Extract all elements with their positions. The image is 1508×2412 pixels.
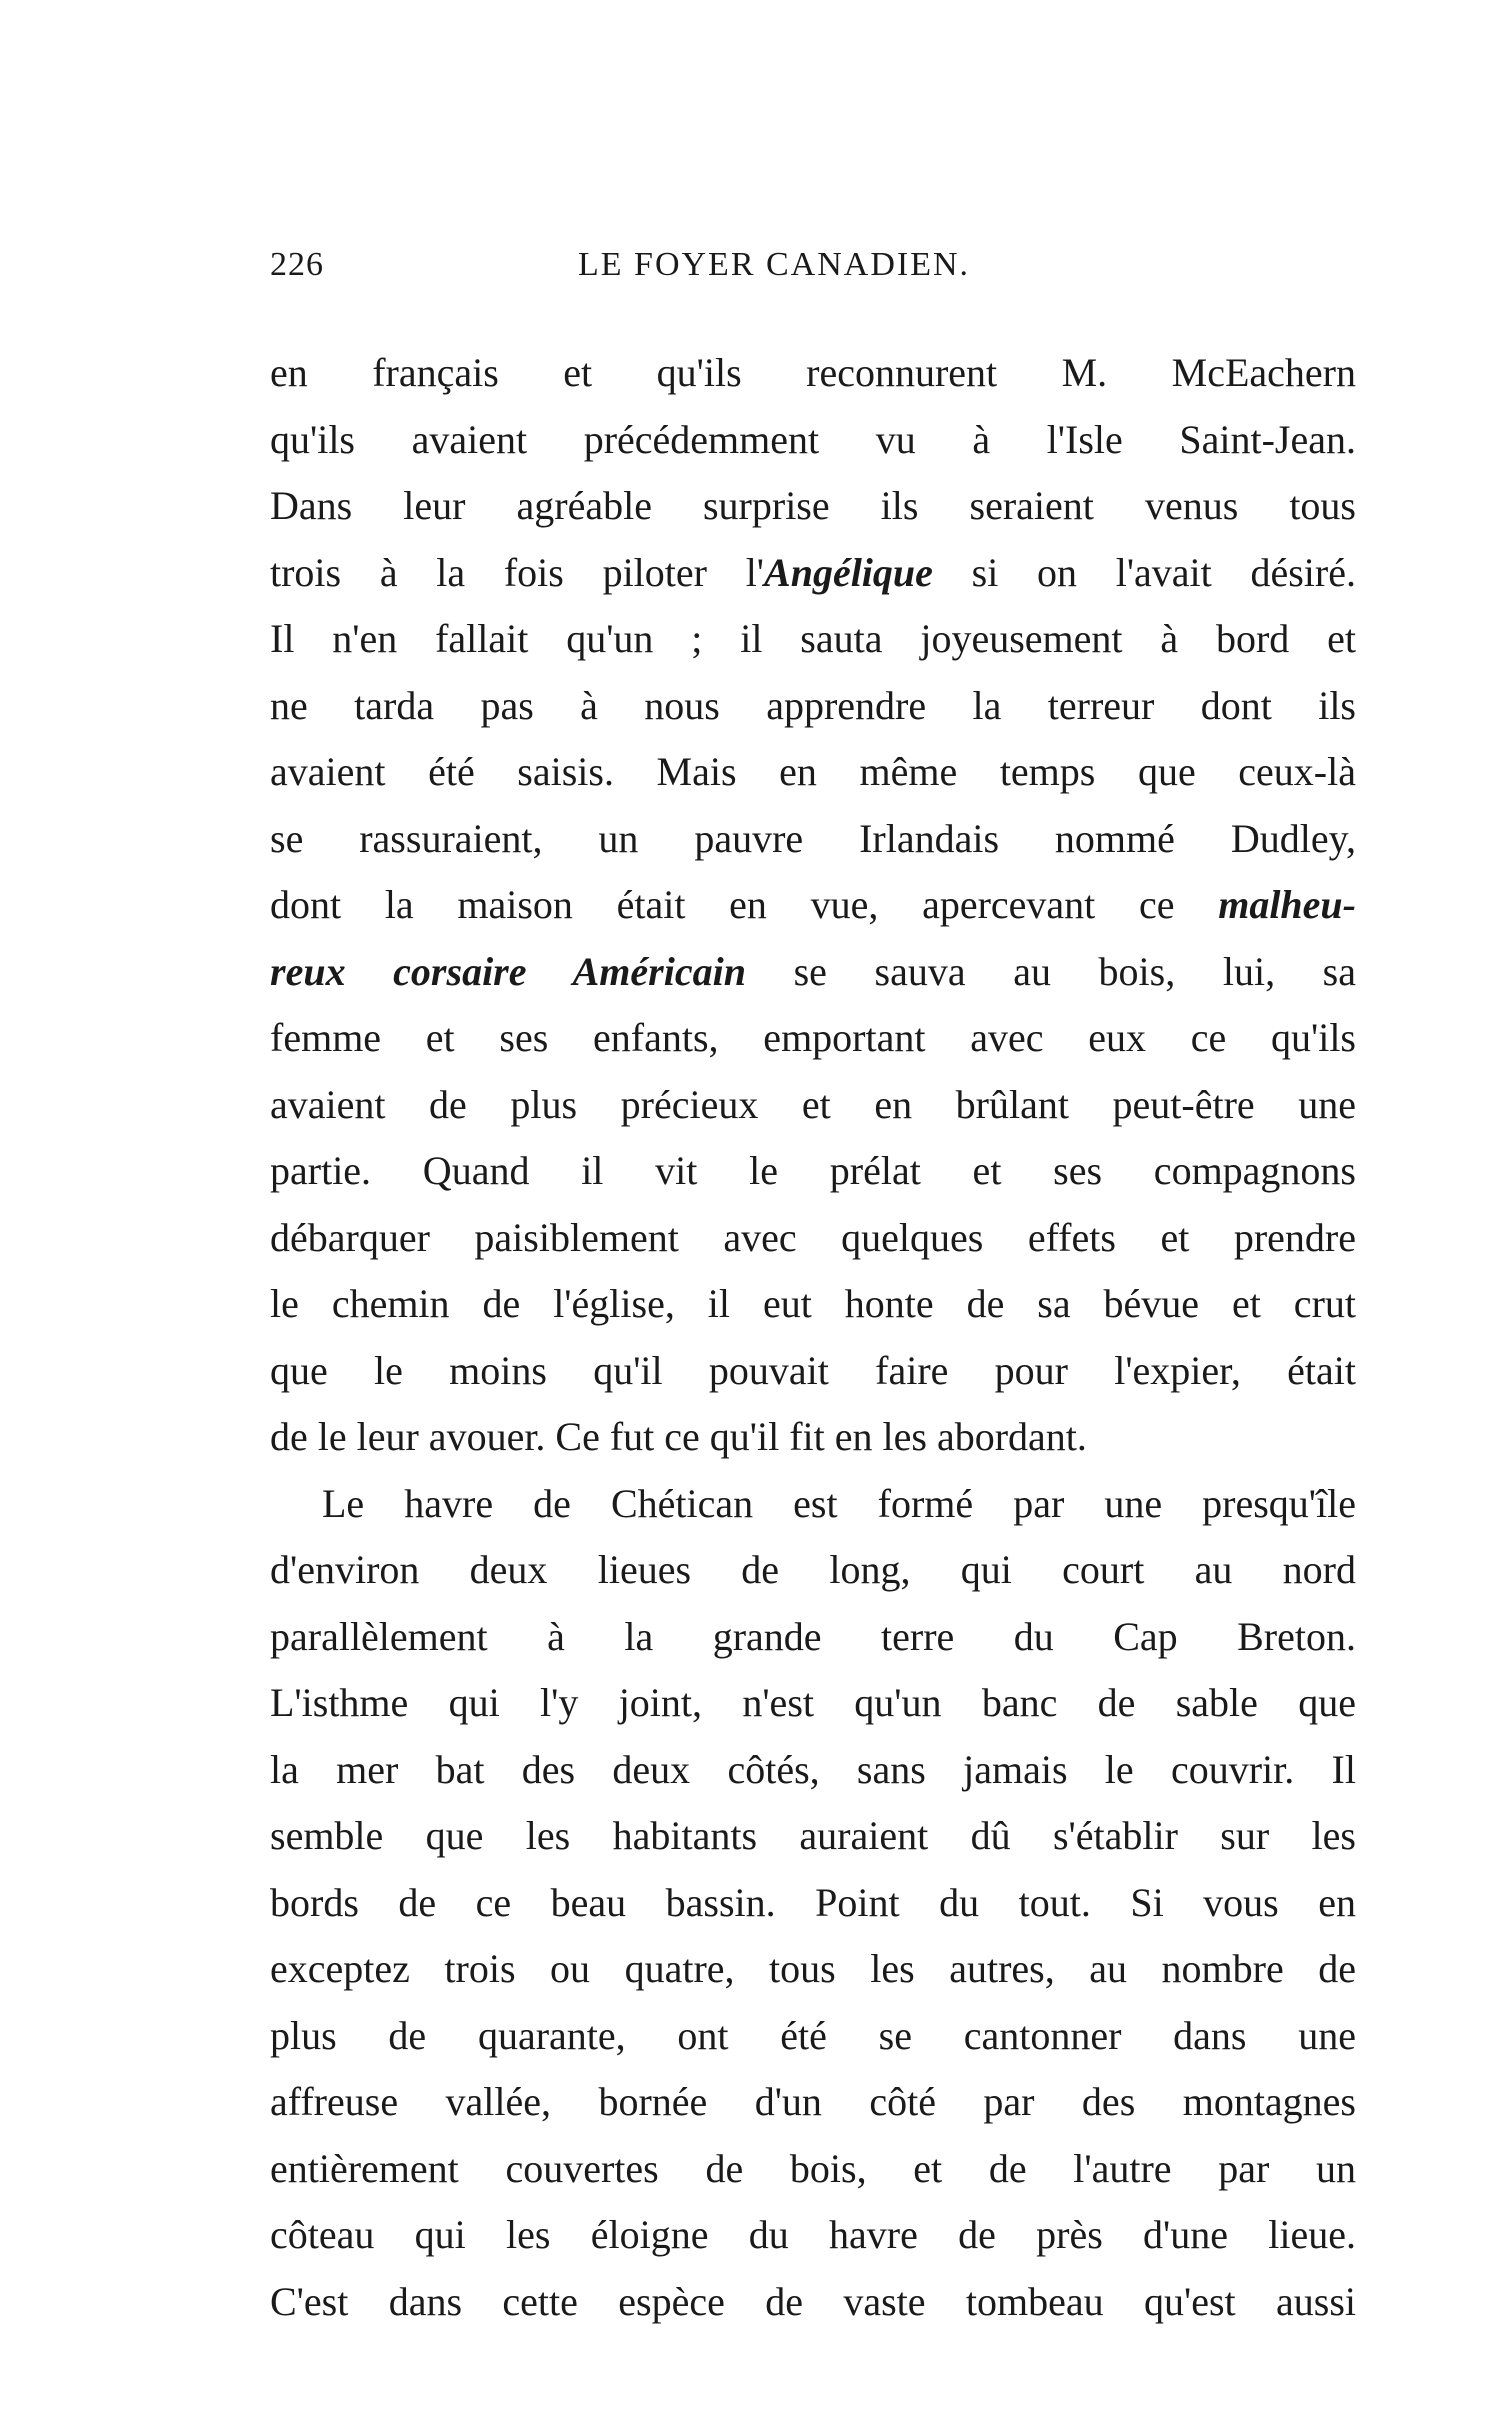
- text-line: avaient été saisis. Mais en même temps que ceux-là: [270, 749, 1356, 794]
- text-line: L'isthme qui l'y joint, n'est qu'un banc de sable que: [270, 1680, 1356, 1725]
- text-line: Le havre de Chétican est formé par une presqu'île: [322, 1480, 1356, 1526]
- text-line: plus de quarante, ont été se cantonner dans une: [270, 2012, 1356, 2058]
- text-line: bords de ce beau bassin. Point du tout. Si vous en: [270, 1879, 1356, 1925]
- text-line: d'environ deux lieues de long, qui court au nord: [270, 1547, 1356, 1592]
- page-number: 226: [270, 246, 324, 283]
- text-line: de le leur avouer. Ce fut ce qu'il fit en les abordant.: [270, 1414, 1087, 1459]
- text-line: débarquer paisiblement avec quelques effets et prendre: [270, 1214, 1356, 1260]
- text-line: la mer bat des deux côtés, sans jamais le couvrir. Il: [270, 1746, 1356, 1792]
- text-line: que le moins qu'il pouvait faire pour l'expier, était: [270, 1347, 1356, 1393]
- text-line: en français et qu'ils reconnurent M. McEachern: [270, 350, 1356, 395]
- text-line: affreuse vallée, bornée d'un côté par des montagnes: [270, 2079, 1356, 2124]
- text-line: semble que les habitants auraient dû s'établir sur les: [270, 1813, 1356, 1858]
- italic-ship-name: Angélique: [764, 549, 933, 595]
- running-head: [270, 246, 1356, 306]
- text-line: C'est dans cette espèce de vaste tombeau qu'est aussi: [270, 2278, 1356, 2324]
- text-line: Il n'en fallait qu'un ; il sauta joyeusement à bord et: [270, 616, 1356, 661]
- text-line: parallèlement à la grande terre du Cap Breton.: [270, 1613, 1356, 1659]
- text-line: [270, 939, 1356, 1006]
- text-line: ne tarda pas à nous apprendre la terreur dont ils: [270, 682, 1356, 728]
- text-line: avaient de plus précieux et en brûlant peut-être une: [270, 1081, 1356, 1127]
- text-line: qu'ils avaient précédemment vu à l'Isle Saint-Jean.: [270, 416, 1356, 462]
- text-line: se rassuraient, un pauvre Irlandais nommé Dudley,: [270, 815, 1356, 861]
- text-line: exceptez trois ou quatre, tous les autres, au nombre de: [270, 1946, 1356, 1991]
- italic-phrase: malheu-: [1218, 882, 1356, 927]
- text-fragment: si on l'avait désiré.: [932, 549, 1356, 595]
- text-line: Dans leur agréable surprise ils seraient venus tous: [270, 483, 1356, 528]
- text-line: [270, 540, 1356, 607]
- text-line: partie. Quand il vit le prélat et ses compagnons: [270, 1148, 1356, 1193]
- text-fragment: dont la maison était en vue, apercevant ce: [270, 882, 1219, 927]
- running-title: LE FOYER CANADIEN.: [578, 246, 971, 283]
- text-line: le chemin de l'église, il eut honte de sa bévue et crut: [270, 1281, 1356, 1326]
- text-line: [270, 872, 1356, 939]
- text-line: entièrement couvertes de bois, et de l'autre par un: [270, 2145, 1356, 2191]
- text-fragment: se sauva au bois, lui, sa: [745, 948, 1356, 994]
- body-text: [270, 340, 1356, 2335]
- text-fragment: trois à la fois piloter l': [270, 549, 765, 595]
- text-line: femme et ses enfants, emportant avec eux ce qu'ils: [270, 1015, 1356, 1060]
- text-line: côteau qui les éloigne du havre de près d'une lieue.: [270, 2212, 1356, 2257]
- italic-phrase: reux corsaire Américain: [270, 948, 746, 994]
